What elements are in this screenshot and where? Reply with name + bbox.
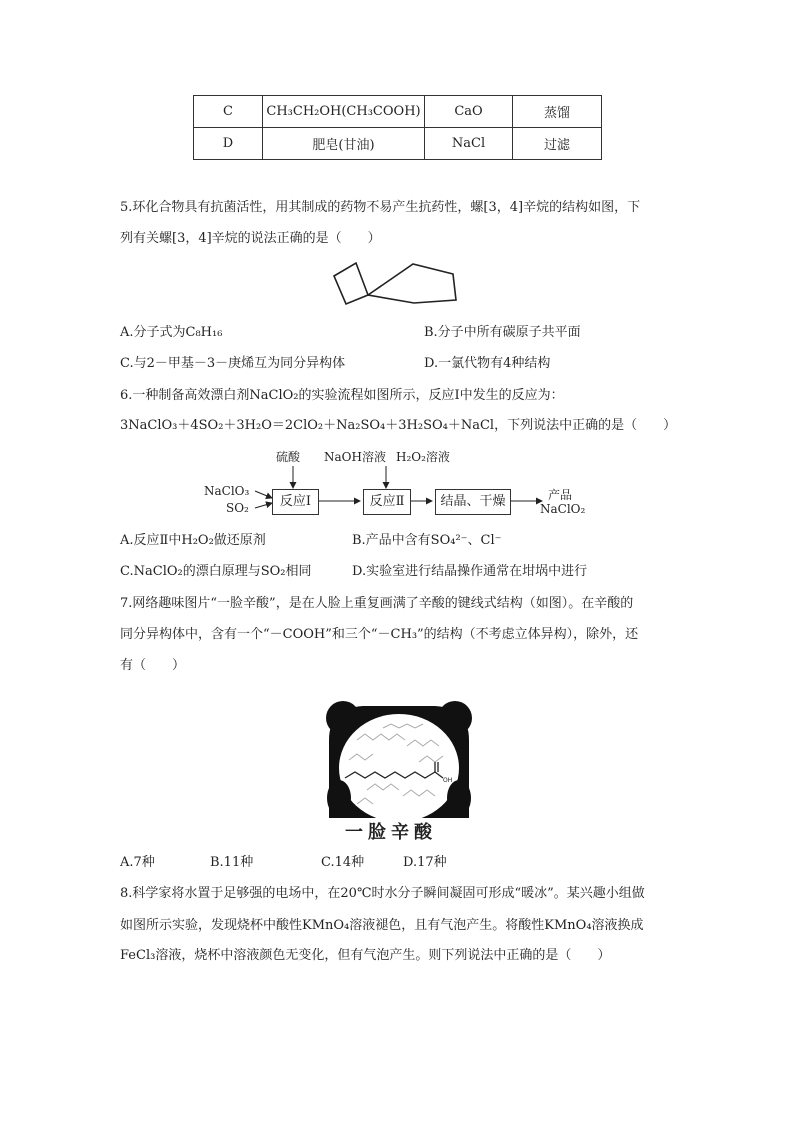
cyclobutane-ring <box>334 263 368 304</box>
q7-option-b: B.11种 <box>210 855 254 870</box>
row-method: 过滤 <box>513 128 602 160</box>
panda-face-image <box>323 700 475 842</box>
panda-face-drawing <box>323 700 475 820</box>
table-row <box>194 128 602 160</box>
q7-stem-line2: 同分异构体中，含有一个“－COOH”和三个“－CH₃”的结构（不考虑立体异构），除外，还 <box>120 627 639 642</box>
table-row <box>194 96 602 128</box>
q7-stem-line3: 有（ ） <box>120 658 186 673</box>
flow-input-naclo3: NaClO₃ <box>204 484 250 498</box>
row-mixture: 肥皂(甘油) <box>263 128 425 160</box>
q5-option-c: C.与2－甲基－3－庚烯互为同分异构体 <box>120 356 346 371</box>
q5-stem-line2: 列有关螺[3，4]辛烷的说法正确的是（ ） <box>120 231 381 246</box>
q7-option-d: D.17种 <box>403 855 447 870</box>
panda-image-caption: 一脸辛酸 <box>345 822 437 843</box>
row-reagent: CaO <box>425 96 513 128</box>
flow-box-reaction-1: 反应Ⅰ <box>272 489 319 515</box>
q6-stem-line2: 3NaClO₃＋4SO₂＋3H₂O＝2ClO₂＋Na₂SO₄＋3H₂SO₄＋NaCl，下列说法中正确的是（ ） <box>120 418 677 433</box>
q8-stem-line1: 8.科学家将水置于足够强的电场中，在20℃时水分子瞬间凝固可形成“暖冰”。某兴趣小组做 <box>120 886 645 901</box>
q5-option-a: A.分子式为C₈H₁₆ <box>120 325 223 340</box>
row-label: C <box>194 96 263 128</box>
q6-option-c: C.NaClO₂的漂白原理与SO₂相同 <box>120 564 312 579</box>
flow-reagent-h2o2: H₂O₂溶液 <box>396 450 450 464</box>
row-mixture: CH₃CH₂OH(CH₃COOH) <box>263 96 425 128</box>
spiro-octane-structure <box>330 258 462 308</box>
q7-option-c: C.14种 <box>321 855 365 870</box>
cyclopentane-ring <box>368 264 456 303</box>
q8-stem-line3: FeCl₃溶液，烧杯中溶液颜色无变化，但有气泡产生。则下列说法中正确的是（ ） <box>120 948 611 963</box>
row-method: 蒸馏 <box>513 96 602 128</box>
flow-product-label: 产品 <box>548 488 573 502</box>
flow-box-reaction-2: 反应Ⅱ <box>363 489 411 515</box>
flow-reagent-sulfuric-acid: 硫酸 <box>276 450 301 464</box>
q8-stem-line2: 如图所示实验，发现烧杯中酸性KMnO₄溶液褪色，且有气泡产生。将酸性KMnO₄溶液换成 <box>120 918 644 933</box>
q7-option-a: A.7种 <box>120 855 155 870</box>
q5-stem-line1: 5.环化合物具有抗菌活性，用其制成的药物不易产生抗药性，螺[3，4]辛烷的结构如图，下 <box>120 200 641 215</box>
q6-stem-line1: 6.一种制备高效漂白剂NaClO₂的实验流程如图所示，反应Ⅰ中发生的反应为： <box>120 388 564 403</box>
row-label: D <box>194 128 263 160</box>
row-reagent: NaCl <box>425 128 513 160</box>
flow-box-crystallize: 结晶、干燥 <box>435 489 511 515</box>
q6-option-a: A.反应Ⅱ中H₂O₂做还原剂 <box>120 533 266 548</box>
flow-product: NaClO₂ <box>540 502 586 516</box>
q5-option-b: B.分子中所有碳原子共平面 <box>424 325 581 340</box>
flow-reagent-naoh: NaOH溶液 <box>324 450 386 464</box>
q6-option-b: B.产品中含有SO₄²⁻、Cl⁻ <box>352 533 502 548</box>
flow-input-so2: SO₂ <box>226 501 249 515</box>
acid-oh-label: OH <box>443 777 453 784</box>
q5-option-d: D.一氯代物有4种结构 <box>424 356 551 371</box>
q6-process-flowchart <box>200 448 600 523</box>
q7-stem-line1: 7.网络趣味图片“一脸辛酸”，是在人脸上重复画满了辛酸的键线式结构（如图）。在辛酸的 <box>120 596 634 611</box>
q6-option-d: D.实验室进行结晶操作通常在坩埚中进行 <box>352 564 588 579</box>
separation-table <box>193 95 602 160</box>
